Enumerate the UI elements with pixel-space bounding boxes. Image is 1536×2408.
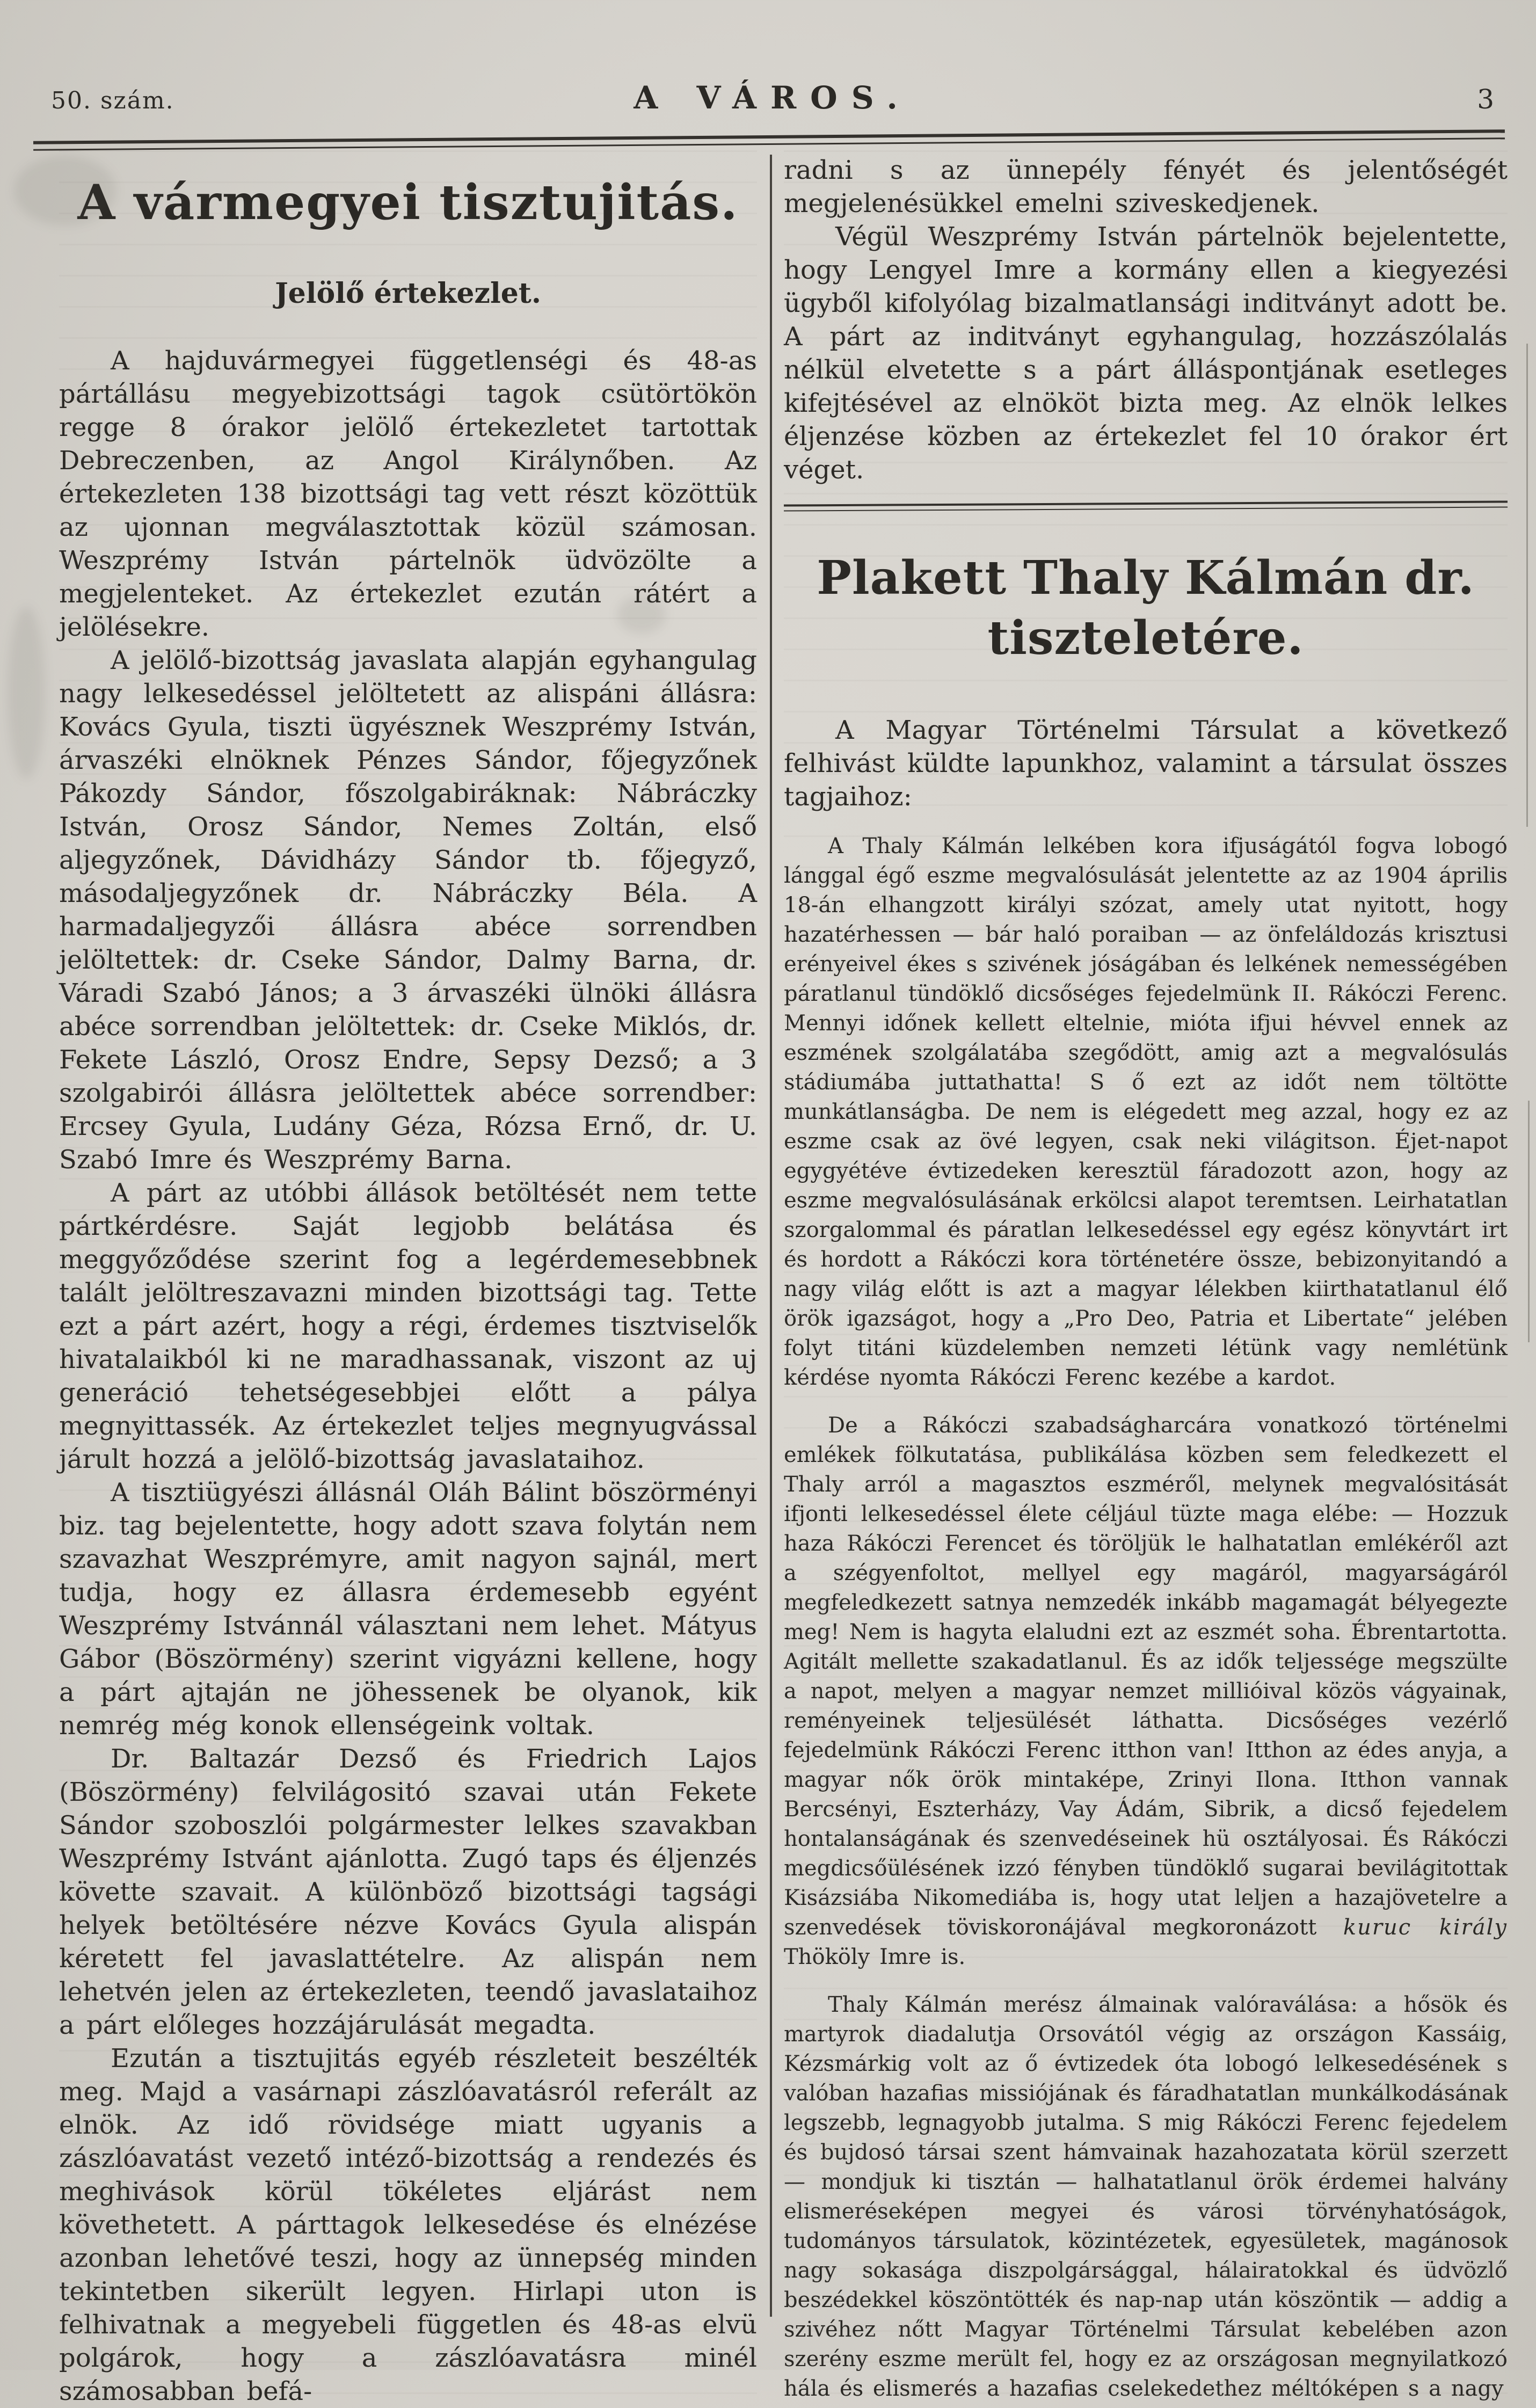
letter-paragraph-text: Thököly Imre is. — [784, 1945, 966, 1969]
column-layout — [0, 145, 1536, 2408]
article-paragraph: A tisztiügyészi állásnál Oláh Bálint böszörményi biz. tag bejelentette, hogy adott szava folytán nem szavazhat Weszprémyre, amit nagyon sajnál, mert tudja, hogy ez állasra érdemesebb egyént Weszprémy Istvánnál választani nem lehet. Mátyus Gábor (Böszörmény) szerint vigyázni kellene, hogy a párt ajtaján ne jöhessenek be olyanok, kik nemrég még konok ellenségeink voltak. — [59, 1478, 757, 1741]
article-paragraph: A jelölő-bizottság javaslata alapján egyhangulag nagy lelkesedéssel jelöltetett az alispáni állásra: Kovács Gyula, tiszti ügyésznek Weszprémy István, árvaszéki elnöknek Pénzes Sándor, főjegyzőnek Pákozdy Sándor, főszolgabiráknak: Nábráczky István, Orosz Sándor, Nemes Zoltán, első aljegyzőnek, Dávidházy Sándor tb. főjegyző, másodaljegyzőnek dr. Nábráczky Béla. A harmadaljegyzői állásra abéce sorrendben jelöltettek: dr. Cseke Sándor, Dalmy Barna, dr. Váradi Szabó János; a 3 árvaszéki ülnöki állásra abéce sorrendban jelöltettek: dr. Cseke Miklós, dr. Fekete László, Orosz Endre, Sepsy Dezső; a 3 szolgabirói állásra jelöltettek abéce sorrendber: Ercsey Gyula, Ludány Géza, Rózsa Ernő, dr. U. Szabó Imre és Weszprémy Barna. — [59, 645, 757, 1175]
column-divider — [770, 155, 772, 2317]
article-paragraph: A hajduvármegyei függetlenségi és 48-as pártállásu megyebizottsági tagok csütörtökön regge 8 órakor jelölő értekezletet tartottak Debreczenben, az Angol Királynőben. Az értekezleten 138 bizottsági tag vett részt közöttük az ujonnan megválasztottak közül számosan. Weszprémy István pártelnök üdvözölte a megjelenteket. Az értekezlet ezután rátért a jelölésekre. — [59, 346, 757, 642]
article-subtitle: Jelölő értekezlet. — [275, 277, 541, 310]
left-column — [59, 150, 757, 2408]
right-column — [784, 150, 1508, 2408]
letter-paragraph-italic: kuruc király — [1343, 1915, 1508, 1940]
masthead-title: A VÁROS. — [634, 79, 912, 116]
page-header — [0, 0, 1536, 116]
issue-number: 50. szám. — [51, 87, 174, 114]
continuation-paragraph: Végül Weszprémy István pártelnök bejelentette, hogy Lengyel Imre a kormány ellen a kiegyezési ügyből kifolyólag bizalmatlansági inditványt adott be. A párt az inditványt egyhangulag, hozzászólalás nélkül elvetette s a párt álláspontjának esetleges kifejtésével az elnököt bizta meg. Az elnök lelkes éljenzése közben az értekezlet fel 10 órakor ért véget. — [784, 222, 1508, 485]
article-paragraph: Dr. Baltazár Dezső és Friedrich Lajos (Böszörmény) felvilágositó szavai után Fekete Sándor szoboszlói polgármester lelkes szavakban Weszprémy Istvánt ajánlotta. Zugó taps és éljenzés követte szavait. A különböző bizottsági tagsági helyek betöltésére nézve Kovács Gyula alispán kéretett fel javaslattételre. Az alispán nem lehetvén jelen az értekezleten, teendő javaslataihoz a párt előleges hozzájárulását megadta. — [59, 1744, 757, 2040]
letter-paragraph-text: De a Rákóczi szabadságharcára vonatkozó történelmi emlékek fölkutatása, publikálása közben sem feledkezett el Thaly arról a magasztos eszméről, melynek megvalósitását ifjonti lelkesedéssel élete céljául tüzte maga elébe: — Hozzuk haza Rákóczi Ferencet és töröljük le halhatatlan emlékéről azt a szégyenfoltot, mellyel egy magáról, magyarságáról megfeledkezett satnya nemzedék inkább magamagát bélyegezte meg! Nem is hagyta elaludni ezt az eszmét soha. Ébrentartotta. Agitált mellette szakadatlanul. És az idők teljessége megszülte a napot, melyen a magyar nemzet millióival közös vágyainak, reményeinek teljesülését láthatta. Dicsőséges vezérlő fejedelmünk Rákóczi Ferenc itthon van! Itthon az édes anyja, a magyar nők örök mintaképe, Zrinyi Ilona. Itthon vannak Bercsényi, Eszterházy, Vay Ádám, Sibrik, a dicső fejedelem hontalanságának és szenvedéseinek hü osztályosai. És Rákóczi megdicsőülésének izzó fényben tündöklő sugarai bevilágitottak Kisázsiába Nikomediába is, hogy utat leljen a hazajövetelre a szenvedések töviskoronájával megkoronázott — [784, 1413, 1508, 1940]
section-rule — [784, 500, 1508, 511]
second-article-title-line2: tiszteletére. — [987, 611, 1304, 665]
article-paragraph: Ezután a tisztujitás egyéb részleteit beszélték meg. Majd a vasárnapi zászlóavatásról referált az elnök. Az idő rövidsége miatt ugyanis a zászlóavatást vezető intéző-bizottság a rendezés és meghivások körül tökéletes eljárást nem követhetett. A párttagok lelkesedése és elnézése azonban lehetővé teszi, hogy az ünnepség minden tekintetben sikerült legyen. Hirlapi uton is felhivatnak a megyebeli független és 48-as elvü polgárok, hogy a zászlóavatásra minél számosabban befá- — [59, 2043, 757, 2406]
article-paragraph: A párt az utóbbi állások betöltését nem tette pártkérdésre. Saját legjobb belátása és meggyőződése szerint fog a legérdemesebbnek talált jelöltreszavazni minden bizottsági tag. Tette ezt a párt azért, hogy a régi, érdemes tisztviselők hivatalaikból ki ne maradhassanak, viszont az uj generáció tehetségesebbjei előtt a pálya megnyittassék. Az értekezlet teljes megnyugvással járult hozzá a jelölő-bizottság javaslataihoz. — [59, 1178, 757, 1474]
article-title: A vármegyei tisztujitás. — [77, 174, 739, 231]
page-number: 3 — [1477, 84, 1494, 115]
letter-paragraph — [784, 1411, 1508, 1972]
second-article-title-line1: Plakett Thaly Kálmán dr. — [817, 551, 1475, 605]
letter-paragraph: Thaly Kálmán merész álmainak valóraválása: a hősök és martyrok diadalutja Orsovától végig az országon Kassáig, Kézsmárkig volt az ő évtizedek óta lobogó lelkesedésének s valóban hazafias missiójának és fáradhatatlan munkálkodásának legszebb, legnagyobb jutalma. S mig Rákóczi Ferenc fejedelem és bujdosó társai szent hámvainak hazahozatata körül szerzett — mondjuk ki tisztán — halhatatlanul örök érdemei halvány elismeréseképen megyei és városi törvényhatóságok, tudományos társulatok, közintézetek, egyesületek, magánosok nagy sokasága diszpolgársággal, hálairatokkal és üdvözlő beszédekkel köszöntötték és nap-nap után köszöntik — addig a szivéhez nőtt Magyar Történelmi Társulat kebelében azon szerény eszme merült fel, hogy ez az országosan megnyilatkozó hála és elismerés a hazafias cselekedethez méltóképen s a nagy — [784, 1992, 1508, 2401]
continuation-paragraph: radni s az ünnepély fényét és jelentőségét megjelenésükkel emelni sziveskedjenek. — [784, 155, 1508, 219]
second-article-title — [784, 548, 1508, 668]
letter-paragraph: A Thaly Kálmán lelkében kora ifjuságától fogva lobogó lánggal égő eszme megvalósulását jelentette az az 1904 április 18-án elhangzott királyi szózat, amely utat nyitott, hogy hazatérhessen — bár haló poraiban — az önfeláldozás krisztusi erényeivel ékes s szivének jóságában és lelkének nemességében páratlanul tündöklő dicsőséges fejedelmünk II. Rákóczi Ferenc. Mennyi időnek kellett eltelnie, mióta ifjui hévvel ennek az eszmének szolgálatába szegődött, amig azt a megvalósulás stádiumába juttathatta! S ő ezt az időt nem töltötte munkátlanságba. De nem is elégedett meg azzal, hogy ez az eszme csak az övé legyen, csak neki világitson. Éjet-napot egygyétéve évtizedeken keresztül fáradozott azon, hogy az eszme megvalósulásának erkölcsi alapot teremtsen. Leirhatatlan szorgalommal és páratlan lelkesedéssel egy egész könyvtárt irt és hordott a Rákóczi kora történetére össze, bebizonyitandó a nagy világ előtt is azt a magyar lélekben kiirthatatlanul élő örök igazságot, hogy a „Pro Deo, Patria et Libertate“ jelében folyt titáni küzdelemben nemzeti létünk vagy nemlétünk kérdése nyomta Rákóczi Ferenc kezébe a kardot. — [784, 834, 1508, 1390]
second-article-intro: A Magyar Történelmi Társulat a következő felhivást küldte lapunkhoz, valamint a társulat összes tagjaihoz: — [784, 715, 1508, 812]
